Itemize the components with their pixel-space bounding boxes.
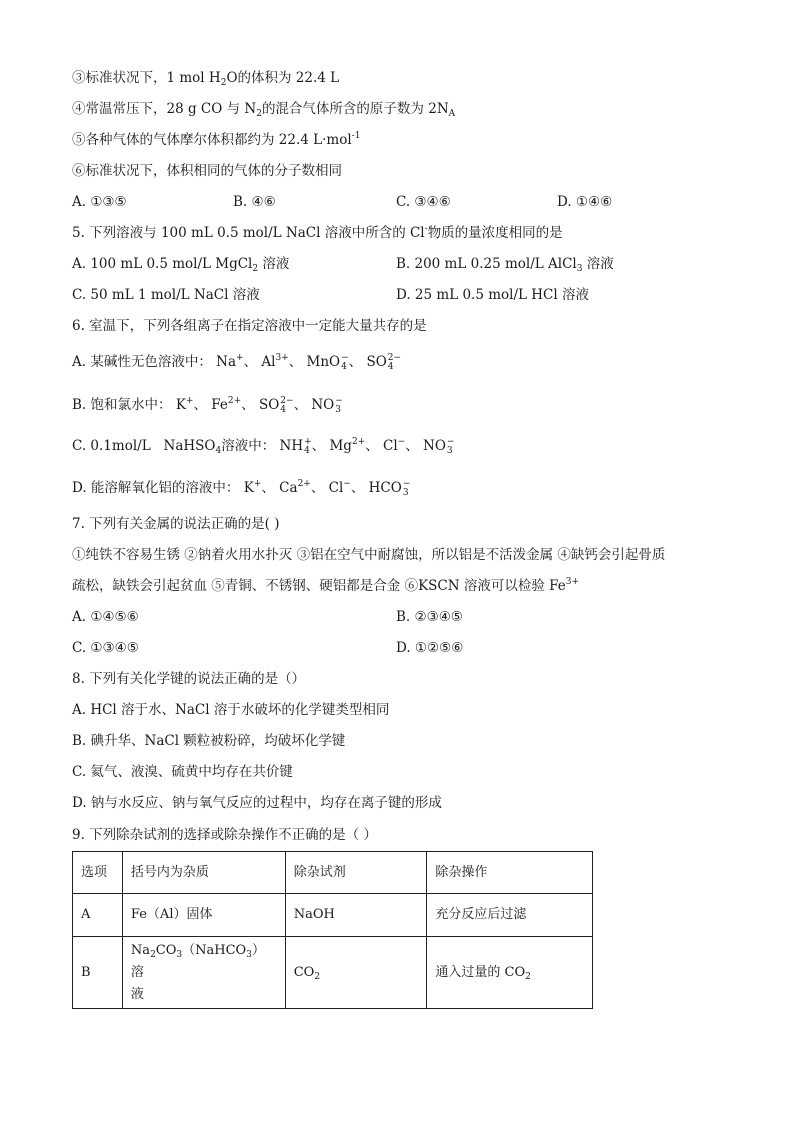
ion-mno4: MnO − 4 [306, 352, 349, 372]
q5-stem: 5. 下列溶液与 100 mL 0.5 mol/L NaCl 溶液中所含的 Cl-物质的量浓度相同的是 [72, 224, 563, 241]
q4-option-a[interactable]: A. ①③⑤ [72, 194, 127, 210]
q7-option-b[interactable]: B. ②③④⑤ [396, 609, 463, 625]
header-operation: 除杂操作 [427, 852, 593, 894]
statement-5: ⑤各种气体的气体摩尔体积都约为 22.4 L·mol$^{-1}$ [72, 131, 361, 148]
ion-cl: Cl− [328, 479, 351, 496]
ion-ca: $Ca^{2+}$ [279, 479, 311, 496]
ion-cl: Cl− [383, 437, 406, 454]
row-a-label: A [73, 894, 123, 937]
ion-na: Na+ [216, 353, 244, 370]
row-a-operation: 充分反应后过滤 [427, 894, 593, 937]
table-row [73, 894, 593, 937]
q6-option-a[interactable]: A. 某碱性无色溶液中： Na+、 $Al^{3+}$、 MnO − 4 、 SO 2− 4 [72, 352, 402, 372]
row-a-impurity: Fe（Al）固体 [122, 894, 285, 937]
table-row [73, 937, 593, 1009]
header-impurity: 括号内为杂质 [122, 852, 285, 894]
ion-fe: $Fe^{2+}$ [211, 396, 242, 413]
q6-option-c[interactable]: C. 0.1mol/L NaHSO$_4$溶液中： NH + 4 、 $Mg^{2+}$、 Cl−、 NO − 3 [72, 436, 455, 456]
q8-option-d[interactable]: D. 钠与水反应、钠与氧气反应的过程中，均存在离子键的形成 [72, 795, 442, 811]
q7-option-d[interactable]: D. ①②⑤⑥ [396, 640, 464, 656]
compound-nahso4: NaHSO$_4$ [163, 438, 222, 456]
q5-option-a[interactable]: A. 100 mL 0.5 mol/L MgCl$_2$ 溶液 [72, 256, 290, 274]
ion-so4: SO 2− 4 [258, 395, 294, 415]
q4-option-c[interactable]: C. ③④⑥ [396, 194, 451, 210]
q7-option-a[interactable]: A. ①④⑤⑥ [72, 609, 139, 625]
q7-line-2: 疏松，缺铁会引起贫血 ⑤青铜、不锈钢、硬铝都是合金 ⑥KSCN 溶液可以检验 $Fe^{3+}$ [72, 577, 580, 594]
q8-stem: 8. 下列有关化学键的说法正确的是（） [72, 671, 306, 687]
q4-option-d[interactable]: D. ①④⑥ [557, 194, 613, 210]
ion-no3: NO − 3 [423, 436, 455, 456]
statement-4: ④常温常压下，28 g CO 与 $N_2$的混合气体所含的原子数为 $2N_A$ [72, 101, 456, 119]
q5-option-b[interactable]: B. 200 mL 0.25 mol/L AlCl$_3$ 溶液 [396, 256, 614, 274]
q9-table [72, 851, 593, 1009]
q7-line-1: ①纯铁不容易生锈 ②钠着火用水扑灭 ③铝在空气中耐腐蚀，所以铝是不活泼金属 ④缺钙会引起骨质 [72, 547, 666, 563]
ion-mg: $Mg^{2+}$ [329, 437, 366, 454]
q5-option-d[interactable]: D. 25 mL 0.5 mol/L HCl 溶液 [396, 287, 589, 303]
ion-k: K+ [243, 479, 262, 496]
q7-option-c[interactable]: C. ①③④⑤ [72, 640, 139, 656]
ion-al: $Al^{3+}$ [261, 353, 289, 370]
ion-so4: SO 2− 4 [366, 352, 402, 372]
q6-option-b[interactable]: B. 饱和氯水中： K+、 $Fe^{2+}$、 SO 2− 4 、 NO − 3 [72, 395, 343, 415]
row-b-operation: 通入过量的 $CO_2$ [427, 937, 593, 1009]
header-reagent: 除杂试剂 [285, 852, 427, 894]
q8-option-c[interactable]: C. 氦气、液溴、硫黄中均存在共价键 [72, 764, 293, 780]
ion-no3: NO − 3 [311, 395, 343, 415]
q8-option-a[interactable]: A. HCl 溶于水、NaCl 溶于水破坏的化学键类型相同 [72, 702, 390, 718]
ion-nh4: NH + 4 [279, 436, 312, 456]
statement-3: ③标准状况下，1 mol $H_2O$的体积为 22.4 L [72, 70, 340, 88]
row-a-reagent: NaOH [285, 894, 427, 937]
q6-stem: 6. 室温下，下列各组离子在指定溶液中一定能大量共存的是 [72, 318, 427, 334]
q8-option-b[interactable]: B. 碘升华、NaCl 颗粒被粉碎，均破坏化学键 [72, 733, 346, 749]
q6-option-d[interactable]: D. 能溶解氧化铝的溶液中： K+、 $Ca^{2+}$、 Cl−、 HCO − 3 [72, 478, 411, 498]
row-b-impurity: $Na_2CO_3(NaHCO_3)$溶 液 [122, 937, 285, 1009]
q7-stem: 7. 下列有关金属的说法正确的是( ) [72, 516, 280, 532]
row-b-label: B [73, 937, 123, 1009]
q5-option-c[interactable]: C. 50 mL 1 mol/L NaCl 溶液 [72, 287, 260, 303]
statement-6: ⑥标准状况下，体积相同的气体的分子数相同 [72, 163, 342, 179]
header-option: 选项 [73, 852, 123, 894]
table-header-row [73, 852, 593, 894]
q4-option-b[interactable]: B. ④⑥ [233, 194, 276, 210]
row-b-reagent: $CO_2$ [285, 937, 427, 1009]
q9-stem: 9. 下列除杂试剂的选择或除杂操作不正确的是（ ） [72, 827, 377, 843]
ion-hco3: HCO − 3 [368, 478, 411, 498]
ion-k: K+ [175, 396, 194, 413]
